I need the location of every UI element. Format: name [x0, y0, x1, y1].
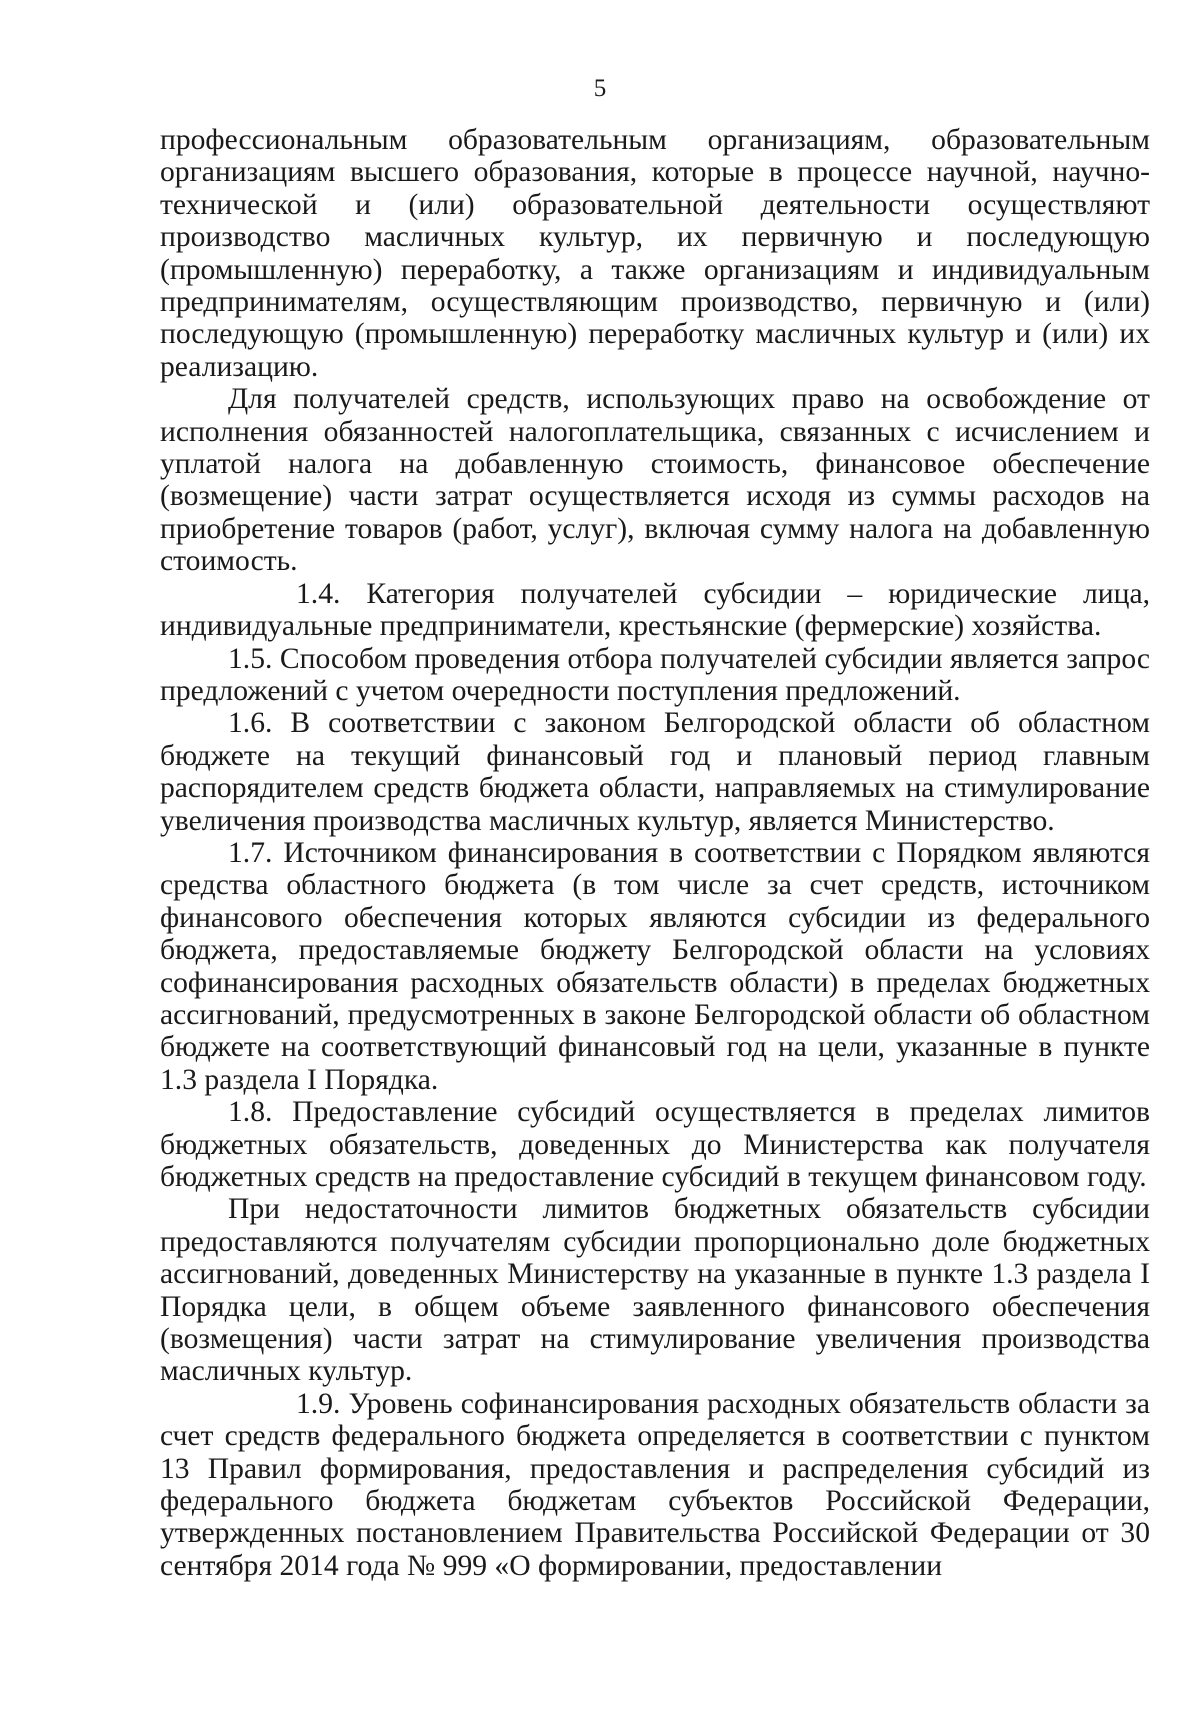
paragraph-number: 1.4. [296, 577, 341, 610]
paragraph-1-6 [160, 707, 1150, 837]
paragraph-text: В соответствии с законом Белгородской области об областном бюджете на текущий финансовый год и плановый период главным распорядителем средств бюджета области, направляемых на стимулирование увеличения производства масличных культур, является Министерство. [160, 707, 1151, 837]
paragraph-number: 1.6. [228, 707, 273, 740]
paragraph-number: 1.8. [228, 1096, 273, 1129]
paragraph-number: 1.5. [228, 642, 273, 675]
paragraph-text: Уровень софинансирования расходных обязательств области за счет средств федерального бюджета определяется в соответствии с пунктом 13 Правил формирования, предоставления и распределения субсидий из федерального бюджета бюджетам субъектов Российской Федерации, утвержденных постановлением Правительства Российской Федерации от 30 сентября 2014 года № 999 «О формировании, предоставлении [160, 1387, 1150, 1582]
paragraph-1-4 [160, 578, 1150, 643]
paragraph-1-7 [160, 837, 1150, 1096]
paragraph-insufficient-limits: При недостаточности лимитов бюджетных обязательств субсидии предоставляются получателям субсидии пропорционально доле бюджетных ассигнований, доведенных Министерству на указанные в пункте 1.3 раздела I Порядка цели, в общем объеме заявленного финансового обеспечения (возмещения) части затрат на стимулирование увеличения производства масличных культур. [160, 1193, 1150, 1388]
paragraph-text: Категория получателей субсидии – юридические лица, индивидуальные предприниматели, крестьянские (фермерские) хозяйства. [160, 577, 1151, 643]
paragraph-text: Источником финансирования в соответствии с Порядком являются средства областного бюджета (в том числе за счет средств, источником финансового обеспечения которых являются субсидии из федерального бюджета, предоставляемые бюджету Белгородской области на условиях софинансирования расходных обязательств области) в пределах бюджетных ассигнований, предусмотренных в законе Белгородской области об областном бюджете на соответствующий финансовый год на цели, указанные в пункте 1.3 раздела I Порядка. [160, 836, 1150, 1096]
paragraph-text: Предоставление субсидий осуществляется в пределах лимитов бюджетных обязательств, доведенных до Министерства как получателя бюджетных средств на предоставление субсидий в текущем финансовом году. [160, 1096, 1150, 1193]
page-body [160, 124, 1150, 1582]
paragraph-number: 1.7. [228, 836, 273, 869]
paragraph-number: 1.9. [296, 1387, 341, 1420]
paragraph-1-8 [160, 1096, 1150, 1193]
paragraph-vat-exemption: Для получателей средств, использующих право на освобождение от исполнения обязанностей налогоплательщика, связанных с исчислением и уплатой налога на добавленную стоимость, финансовое обеспечение (возмещение) части затрат осуществляется исходя из суммы расходов на приобретение товаров (работ, услуг), включая сумму налога на добавленную стоимость. [160, 383, 1150, 578]
paragraph-text: Способом проведения отбора получателей субсидии является запрос предложений с учетом очередности поступления предложений. [160, 642, 1150, 707]
paragraph-1-5 [160, 643, 1150, 708]
paragraph-1-9 [160, 1388, 1150, 1582]
page-number: 5 [593, 75, 607, 102]
paragraph-continuation: профессиональным образовательным организациям, образовательным организациям высшего образования, которые в процессе научной, научно-технической и (или) образовательной деятельности осуществляют производство масличных культур, их первичную и последующую (промышленную) переработку, а также организациям и индивидуальным предпринимателям, осуществляющим производство, первичную и (или) последующую (промышленную) переработку масличных культур и (или) их реализацию. [160, 124, 1150, 383]
